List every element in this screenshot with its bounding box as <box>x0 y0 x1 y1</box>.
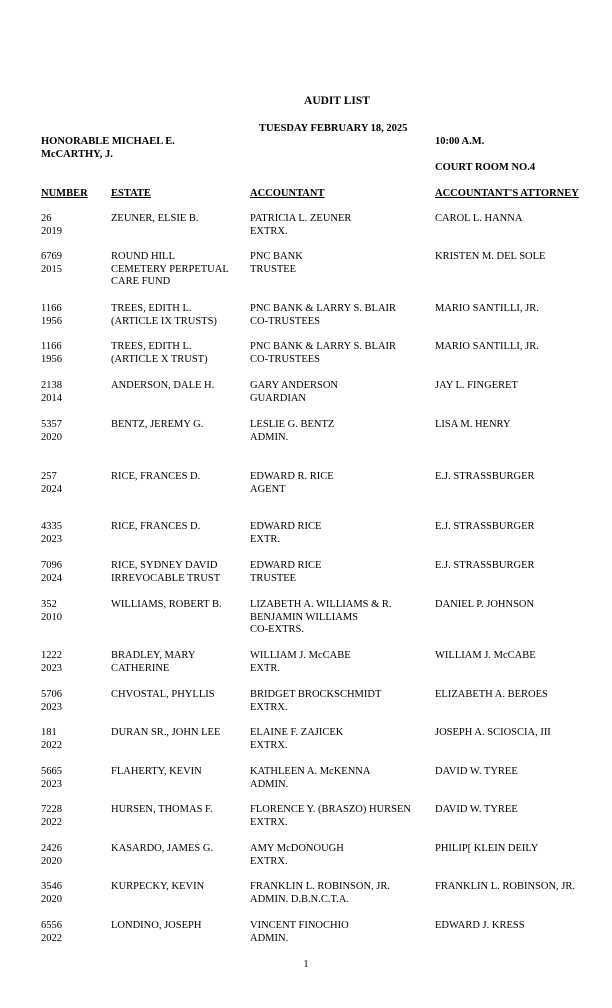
accountant-cell: EDWARD R. RICE AGENT <box>250 471 334 495</box>
accountant-cell: EDWARD RICE EXTR. <box>250 521 322 545</box>
number-cell: 6556 2022 <box>41 920 62 944</box>
accountant-cell: GARY ANDERSON GUARDIAN <box>250 380 338 404</box>
column-header-accountant: ACCOUNTANT <box>250 188 325 199</box>
courtroom: COURT ROOM NO.4 <box>435 162 536 173</box>
number-cell: 352 2010 <box>41 599 62 623</box>
estate-cell: RICE, FRANCES D. <box>111 521 201 532</box>
estate-cell: ZEUNER, ELSIE B. <box>111 213 199 224</box>
attorney-cell: JAY L. FINGERET <box>435 380 518 391</box>
estate-cell: ROUND HILL CEMETERY PERPETUAL CARE FUND <box>111 251 229 288</box>
number-cell: 3546 2020 <box>41 881 62 905</box>
page-title: AUDIT LIST <box>304 95 370 107</box>
attorney-cell: DAVID W. TYREE <box>435 766 518 777</box>
page-number: 1 <box>303 959 309 970</box>
column-header-number: NUMBER <box>41 188 88 199</box>
number-cell: 5665 2023 <box>41 766 62 790</box>
hearing-time: 10:00 A.M. <box>435 136 485 147</box>
estate-cell: BENTZ, JEREMY G. <box>111 419 204 430</box>
accountant-cell: LESLIE G. BENTZ ADMIN. <box>250 419 335 443</box>
attorney-cell: KRISTEN M. DEL SOLE <box>435 251 546 262</box>
attorney-cell: E.J. STRASSBURGER <box>435 521 535 532</box>
accountant-cell: BRIDGET BROCKSCHMIDT EXTRX. <box>250 689 382 713</box>
attorney-cell: JOSEPH A. SCIOSCIA, III <box>435 727 551 738</box>
attorney-cell: FRANKLIN L. ROBINSON, JR. <box>435 881 576 892</box>
attorney-cell: WILLIAM J. McCABE <box>435 650 536 661</box>
estate-cell: WILLIAMS, ROBERT B. <box>111 599 222 610</box>
accountant-cell: PNC BANK TRUSTEE <box>250 251 303 275</box>
estate-cell: LONDINO, JOSEPH <box>111 920 202 931</box>
accountant-cell: LIZABETH A. WILLIAMS & R. BENJAMIN WILLIAMS CO-EXTRS. <box>250 599 392 636</box>
estate-cell: TREES, EDITH L. (ARTICLE X TRUST) <box>111 341 208 365</box>
attorney-cell: LISA M. HENRY <box>435 419 511 430</box>
estate-cell: HURSEN, THOMAS F. <box>111 804 213 815</box>
accountant-cell: ELAINE F. ZAJICEK EXTRX. <box>250 727 344 751</box>
attorney-cell: E.J. STRASSBURGER <box>435 471 535 482</box>
accountant-cell: FRANKLIN L. ROBINSON, JR. ADMIN. D.B.N.C.T.A. <box>250 881 391 905</box>
judge-name-line1: HONORABLE MICHAEL E. <box>41 136 175 147</box>
estate-cell: TREES, EDITH L. (ARTICLE IX TRUSTS) <box>111 303 217 327</box>
accountant-cell: KATHLEEN A. McKENNA ADMIN. <box>250 766 371 790</box>
attorney-cell: CAROL L. HANNA <box>435 213 523 224</box>
number-cell: 5706 2023 <box>41 689 62 713</box>
attorney-cell: MARIO SANTILLI, JR. <box>435 303 539 314</box>
number-cell: 2426 2020 <box>41 843 62 867</box>
estate-cell: BRADLEY, MARY CATHERINE <box>111 650 196 674</box>
attorney-cell: DAVID W. TYREE <box>435 804 518 815</box>
hearing-date: TUESDAY FEBRUARY 18, 2025 <box>259 123 408 134</box>
accountant-cell: EDWARD RICE TRUSTEE <box>250 560 322 584</box>
number-cell: 1166 1956 <box>41 341 62 365</box>
number-cell: 26 2019 <box>41 213 62 237</box>
number-cell: 257 2024 <box>41 471 62 495</box>
number-cell: 7228 2022 <box>41 804 62 828</box>
attorney-cell: PHILIP[ KLEIN DEILY <box>435 843 539 854</box>
estate-cell: DURAN SR., JOHN LEE <box>111 727 221 738</box>
accountant-cell: VINCENT FINOCHIO ADMIN. <box>250 920 349 944</box>
number-cell: 2138 2014 <box>41 380 62 404</box>
estate-cell: FLAHERTY, KEVIN <box>111 766 202 777</box>
number-cell: 6769 2015 <box>41 251 62 275</box>
estate-cell: RICE, FRANCES D. <box>111 471 201 482</box>
attorney-cell: ELIZABETH A. BEROES <box>435 689 548 700</box>
estate-cell: CHVOSTAL, PHYLLIS <box>111 689 215 700</box>
accountant-cell: PNC BANK & LARRY S. BLAIR CO-TRUSTEES <box>250 341 397 365</box>
attorney-cell: EDWARD J. KRESS <box>435 920 525 931</box>
accountant-cell: PNC BANK & LARRY S. BLAIR CO-TRUSTEES <box>250 303 397 327</box>
number-cell: 1166 1956 <box>41 303 62 327</box>
accountant-cell: AMY McDONOUGH EXTRX. <box>250 843 344 867</box>
number-cell: 181 2022 <box>41 727 62 751</box>
accountant-cell: FLORENCE Y. (BRASZO) HURSEN EXTRX. <box>250 804 412 828</box>
accountant-cell: PATRICIA L. ZEUNER EXTRX. <box>250 213 352 237</box>
number-cell: 1222 2023 <box>41 650 62 674</box>
number-cell: 4335 2023 <box>41 521 62 545</box>
estate-cell: RICE, SYDNEY DAVID IRREVOCABLE TRUST <box>111 560 221 584</box>
number-cell: 7096 2024 <box>41 560 62 584</box>
column-header-estate: ESTATE <box>111 188 151 199</box>
attorney-cell: MARIO SANTILLI, JR. <box>435 341 539 352</box>
estate-cell: KASARDO, JAMES G. <box>111 843 214 854</box>
estate-cell: ANDERSON, DALE H. <box>111 380 215 391</box>
estate-cell: KURPECKY, KEVIN <box>111 881 205 892</box>
accountant-cell: WILLIAM J. McCABE EXTR. <box>250 650 351 674</box>
column-header-attorney: ACCOUNTANT'S ATTORNEY <box>435 188 579 199</box>
number-cell: 5357 2020 <box>41 419 62 443</box>
attorney-cell: DANIEL P. JOHNSON <box>435 599 535 610</box>
attorney-cell: E.J. STRASSBURGER <box>435 560 535 571</box>
judge-name-line2: McCARTHY, J. <box>41 149 113 160</box>
